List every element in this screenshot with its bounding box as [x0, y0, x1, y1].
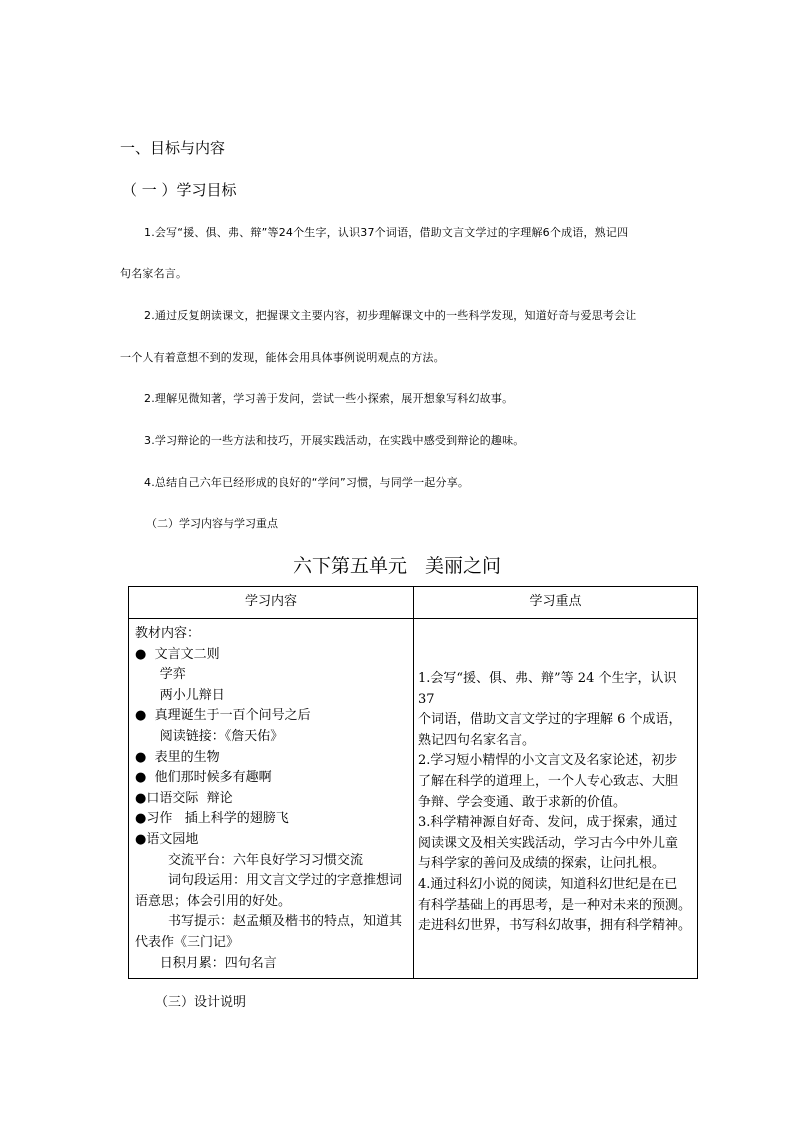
content-line: 代表作《三门记》	[135, 934, 240, 950]
content-line: 书写提示：赵孟頫及楷书的特点，知道其	[135, 914, 403, 930]
content-line: ●口语交际 辩论	[135, 790, 233, 806]
learning-content-cell	[129, 619, 414, 979]
content-line: 词句段运用：用文言文学过的字意推想词	[135, 873, 403, 889]
focus-line: 1.会写“援、俱、弗、辩”等 24 个生字，认识 37	[417, 671, 677, 707]
content-line: 阅读链接：《詹天佑》	[135, 728, 284, 744]
content-line: 两小儿辩日	[135, 687, 225, 703]
header-learning-content: 学习内容	[129, 587, 414, 619]
content-line: ● 真理诞生于一百个问号之后	[135, 708, 311, 724]
content-table	[128, 586, 698, 979]
content-line: 学弈	[135, 667, 186, 683]
goal-3: 2.理解见微知著，学习善于发问，尝试一些小探索，展开想象写科幻故事。	[144, 392, 514, 405]
focus-line: 熟记四句名家名言。	[417, 732, 535, 748]
goal-5: 4.总结自己六年已经形成的良好的“学问”习惯，与同学一起分享。	[144, 476, 470, 489]
content-line: 语意思；体会引用的好处。	[135, 893, 292, 909]
sub-heading-content: （二）学习内容与学习重点	[146, 517, 278, 530]
section-heading: 一、目标与内容	[120, 139, 226, 157]
content-line: ●语文园地	[135, 831, 199, 847]
focus-line: 有科学基础上的再思考，是一种对未来的预测。	[417, 897, 691, 913]
content-line: ● 他们那时候多有趣啊	[135, 770, 272, 786]
content-line: ●习作 插上科学的翅膀飞	[135, 811, 289, 827]
goal-1-line-1: 1.会写“援、俱、弗、辩”等24个生字，认识37个词语，借助文言文学过的字理解6个成语，熟记四	[144, 226, 629, 239]
table-header-row	[129, 587, 698, 619]
goal-4: 3.学习辩论的一些方法和技巧，开展实践活动，在实践中感受到辩论的趣味。	[144, 434, 525, 447]
content-line: 教材内容：	[135, 626, 201, 641]
focus-line: 2.学习短小精悍的小文言文及名家论述，初步	[417, 753, 678, 769]
sub-heading-design: （三）设计说明	[155, 995, 247, 1010]
content-line: 日积月累：四句名言	[135, 955, 277, 971]
content-line: ● 表里的生物	[135, 749, 220, 765]
focus-line: 与科学家的善问及成绩的探索，让问扎根。	[417, 856, 665, 872]
goal-2-line-2: 一个人有着意想不到的发现，能体会用具体事例说明观点的方法。	[120, 351, 445, 364]
focus-line: 阅读课文及相关实践活动，学习古今中外儿童	[417, 835, 678, 851]
focus-line: 了解在科学的道理上，一个人专心致志、大胆	[417, 773, 678, 789]
sub-heading-goals: （ 一 ）学习目标	[122, 181, 237, 199]
table-body-row	[129, 619, 698, 979]
learning-focus-cell	[413, 619, 697, 979]
focus-line: 走进科幻世界，书写科幻故事，拥有科学精神。	[417, 918, 691, 934]
focus-line: 4.通过科幻小说的阅读，知道科幻世纪是在已	[417, 876, 678, 892]
content-line: ● 文言文二则	[135, 646, 220, 662]
goal-1-line-2: 句名家名言。	[120, 267, 188, 280]
table-title: 六下第五单元 美丽之问	[292, 555, 502, 577]
focus-line: 个词语，借助文言文学过的字理解 6 个成语，	[417, 712, 682, 728]
focus-line: 争辩、学会变通、敢于求新的价值。	[417, 794, 626, 810]
goal-2-line-1: 2.通过反复朗读课文，把握课文主要内容，初步理解课文中的一些科学发现，知道好奇与爱思考会让	[144, 309, 637, 322]
header-learning-focus: 学习重点	[413, 587, 697, 619]
focus-line: 3.科学精神源自好奇、发问，成于探索，通过	[417, 815, 678, 831]
content-line: 交流平台：六年良好学习习惯交流	[135, 852, 364, 868]
